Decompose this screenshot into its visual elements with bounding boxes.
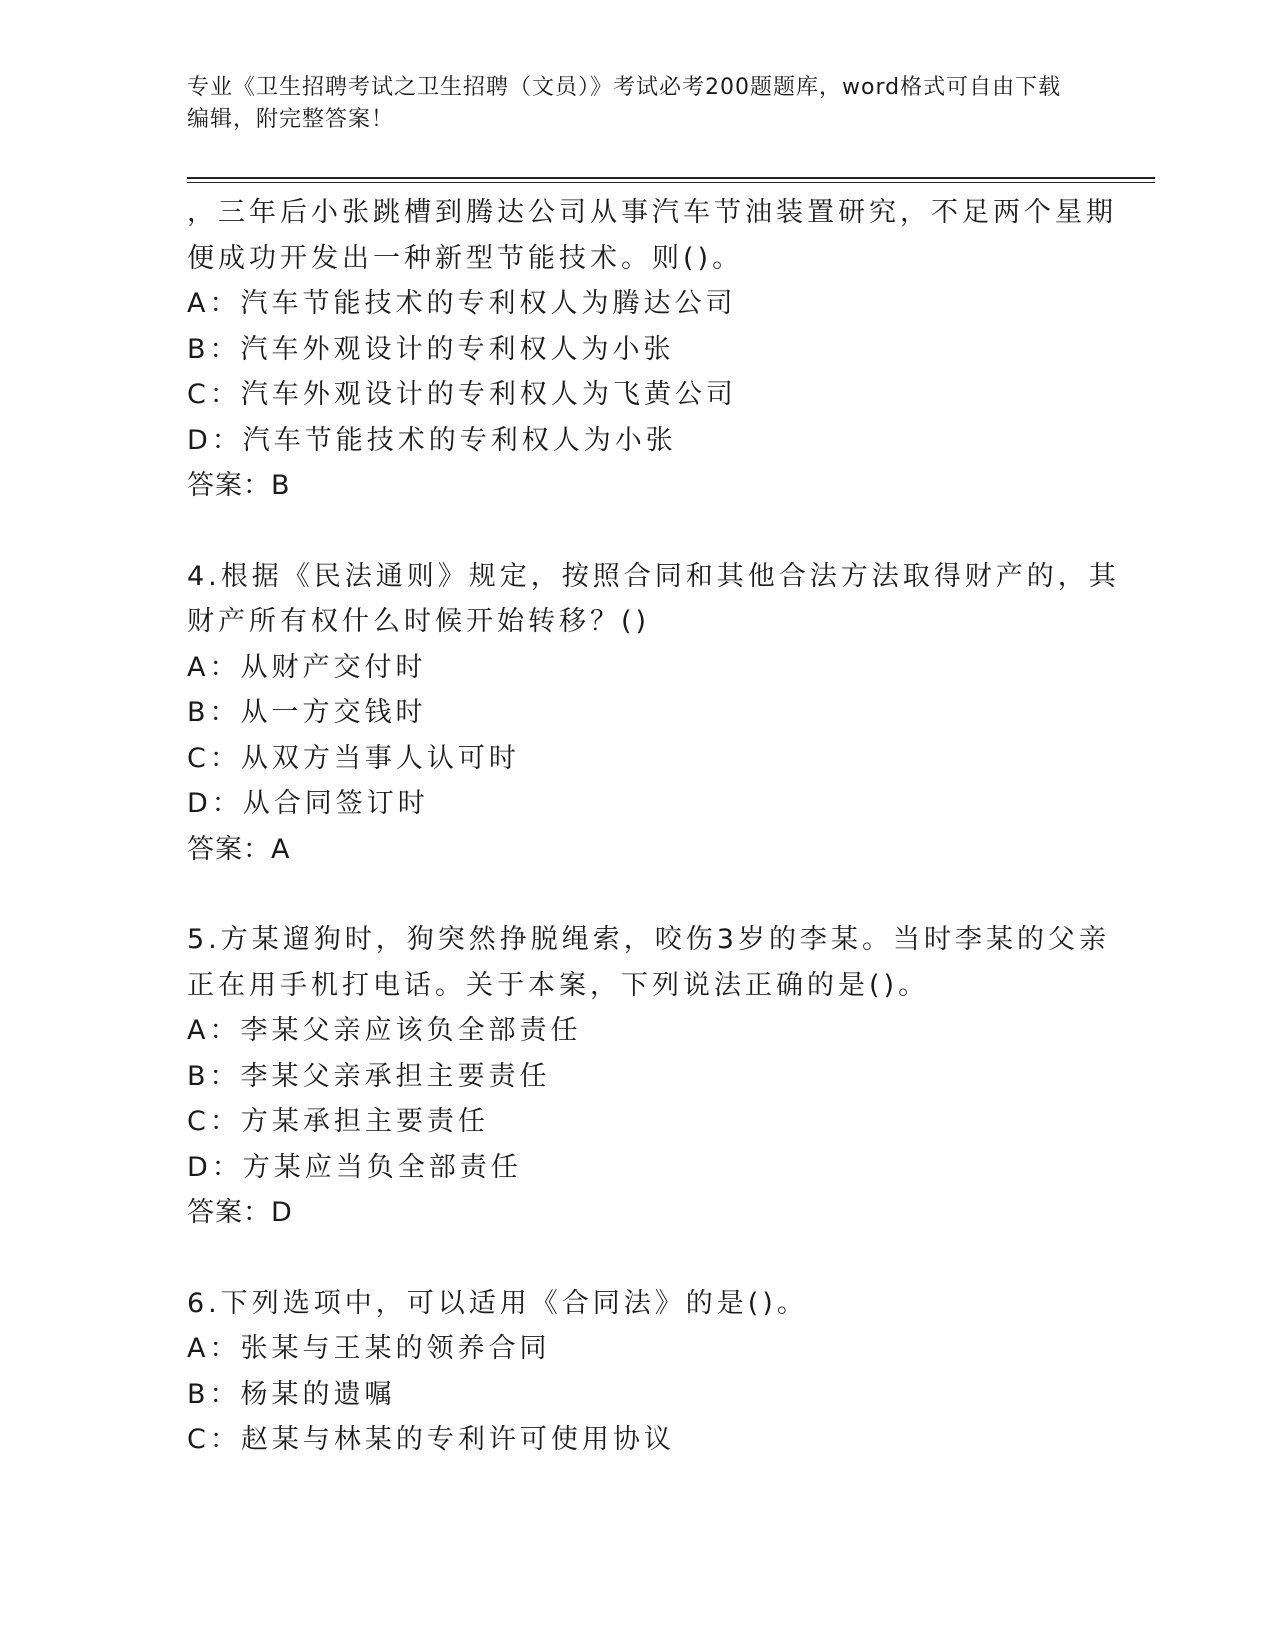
question-stem-line: 便成功开发出一种新型节能技术。则()。 bbox=[187, 242, 744, 274]
option-d: D：从合同签订时 bbox=[187, 788, 429, 819]
option-c: C：赵某与林某的专利许可使用协议 bbox=[187, 1424, 675, 1455]
option-c: C：从双方当事人认可时 bbox=[187, 742, 520, 774]
option-b: B：杨某的遗嘱 bbox=[187, 1378, 396, 1410]
question-block bbox=[187, 1281, 1067, 1463]
question-stem-line: 正在用手机打电话。关于本案，下列说法正确的是()。 bbox=[187, 969, 930, 1001]
question-stem-line: 5.方某遛狗时，狗突然挣脱绳索，咬伤3岁的李某。当时李某的父亲 bbox=[187, 924, 1110, 955]
question-block bbox=[187, 554, 1120, 873]
option-d: D：汽车节能技术的专利权人为小张 bbox=[187, 424, 677, 456]
question-stem-line: ，三年后小张跳槽到腾达公司从事汽车节油装置研究，不足两个星期 bbox=[187, 197, 1117, 228]
question-stem-line: 财产所有权什么时候开始转移？() bbox=[187, 606, 651, 637]
option-b: B：汽车外观设计的专利权人为小张 bbox=[187, 333, 675, 365]
question-block bbox=[187, 917, 1110, 1236]
option-a: A：李某父亲应该负全部责任 bbox=[187, 1015, 582, 1046]
question-block bbox=[187, 190, 1117, 509]
header-divider bbox=[187, 177, 1155, 183]
answer-line: 答案：D bbox=[187, 1197, 293, 1228]
question-stem-line: 6.下列选项中，可以适用《合同法》的是()。 bbox=[187, 1287, 808, 1319]
option-a: A：从财产交付时 bbox=[187, 651, 427, 683]
option-b: B：李某父亲承担主要责任 bbox=[187, 1060, 551, 1092]
option-b: B：从一方交钱时 bbox=[187, 697, 427, 728]
question-stem-line: 4.根据《民法通则》规定，按照合同和其他合法方法取得财产的，其 bbox=[187, 560, 1120, 592]
answer-line: 答案：A bbox=[187, 833, 291, 865]
document-header: 专业《卫生招聘考试之卫生招聘（文员）》考试必考200题题库，word格式可自由下载编辑，附完整答案！ bbox=[187, 75, 1062, 132]
option-c: C：方某承担主要责任 bbox=[187, 1106, 489, 1137]
option-c: C：汽车外观设计的专利权人为飞黄公司 bbox=[187, 379, 737, 410]
option-a: A：张某与王某的领养合同 bbox=[187, 1333, 551, 1364]
option-d: D：方某应当负全部责任 bbox=[187, 1151, 522, 1183]
answer-line: 答案：B bbox=[187, 470, 291, 501]
option-a: A：汽车节能技术的专利权人为腾达公司 bbox=[187, 288, 737, 319]
question-list bbox=[187, 190, 1120, 1508]
